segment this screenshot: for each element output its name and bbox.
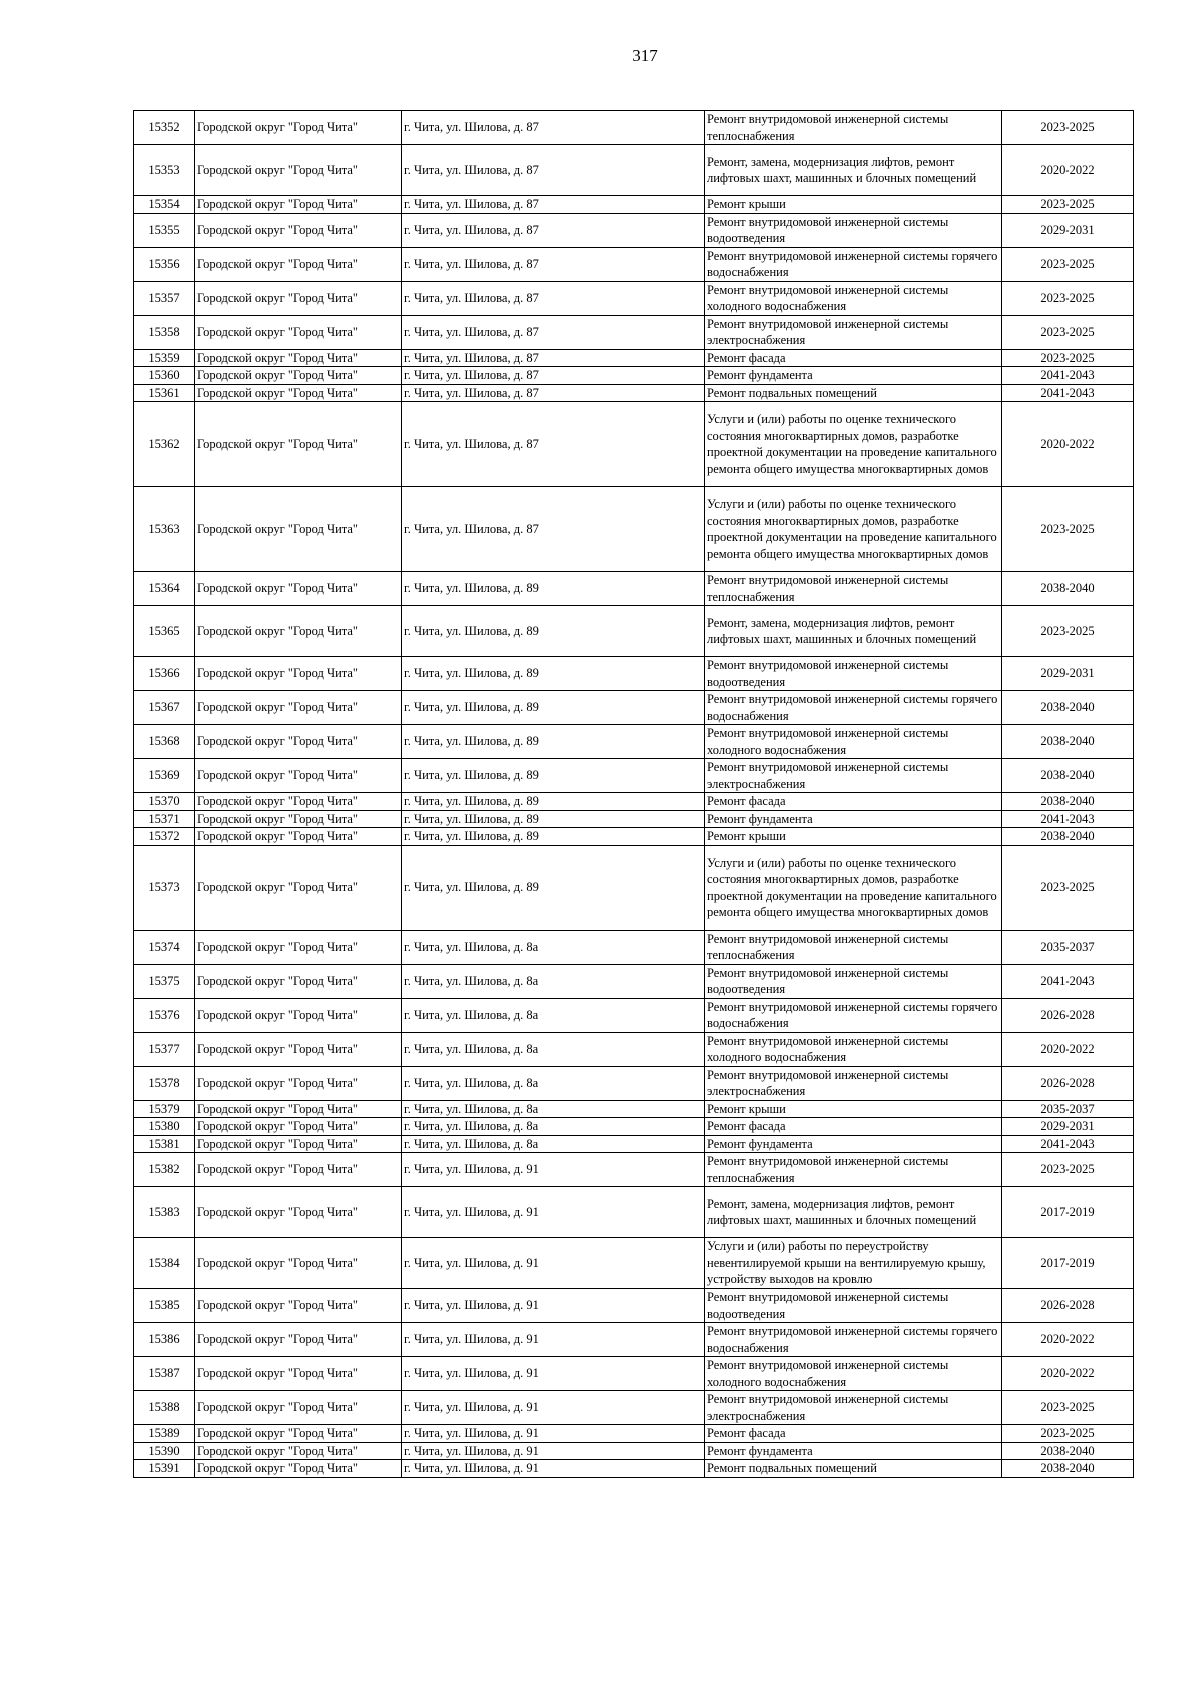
- municipality-cell: Городской округ "Город Чита": [195, 1289, 402, 1323]
- period-cell: 2017-2019: [1002, 1187, 1134, 1238]
- municipality-cell: Городской округ "Город Чита": [195, 196, 402, 214]
- municipality-cell: Городской округ "Город Чита": [195, 606, 402, 657]
- address-cell: г. Чита, ул. Шилова, д. 87: [402, 213, 705, 247]
- table-row: [134, 487, 1134, 572]
- work-type-cell: Ремонт внутридомовой инженерной системы водоотведения: [705, 213, 1002, 247]
- work-type-cell: Ремонт внутридомовой инженерной системы теплоснабжения: [705, 572, 1002, 606]
- address-cell: г. Чита, ул. Шилова, д. 8а: [402, 1135, 705, 1153]
- work-type-cell: Ремонт внутридомовой инженерной системы горячего водоснабжения: [705, 998, 1002, 1032]
- address-cell: г. Чита, ул. Шилова, д. 91: [402, 1425, 705, 1443]
- work-type-cell: Ремонт внутридомовой инженерной системы электроснабжения: [705, 1066, 1002, 1100]
- row-number: 15353: [134, 145, 195, 196]
- period-cell: 2026-2028: [1002, 1289, 1134, 1323]
- address-cell: г. Чита, ул. Шилова, д. 89: [402, 691, 705, 725]
- period-cell: 2029-2031: [1002, 1118, 1134, 1136]
- row-number: 15390: [134, 1442, 195, 1460]
- table-row: [134, 213, 1134, 247]
- period-cell: 2038-2040: [1002, 1442, 1134, 1460]
- municipality-cell: Городской округ "Город Чита": [195, 487, 402, 572]
- address-cell: г. Чита, ул. Шилова, д. 87: [402, 281, 705, 315]
- work-type-cell: Ремонт внутридомовой инженерной системы водоотведения: [705, 657, 1002, 691]
- table-row: [134, 1100, 1134, 1118]
- period-cell: 2038-2040: [1002, 725, 1134, 759]
- work-type-cell: Ремонт внутридомовой инженерной системы электроснабжения: [705, 1391, 1002, 1425]
- table-row: [134, 1187, 1134, 1238]
- work-type-cell: Ремонт фасада: [705, 349, 1002, 367]
- address-cell: г. Чита, ул. Шилова, д. 89: [402, 572, 705, 606]
- address-cell: г. Чита, ул. Шилова, д. 87: [402, 487, 705, 572]
- address-cell: г. Чита, ул. Шилова, д. 89: [402, 759, 705, 793]
- address-cell: г. Чита, ул. Шилова, д. 91: [402, 1357, 705, 1391]
- row-number: 15378: [134, 1066, 195, 1100]
- work-type-cell: Ремонт внутридомовой инженерной системы холодного водоснабжения: [705, 281, 1002, 315]
- table-row: [134, 1118, 1134, 1136]
- work-type-cell: Ремонт крыши: [705, 828, 1002, 846]
- municipality-cell: Городской округ "Город Чита": [195, 1187, 402, 1238]
- period-cell: 2023-2025: [1002, 247, 1134, 281]
- work-type-cell: Ремонт фундамента: [705, 367, 1002, 385]
- work-type-cell: Ремонт внутридомовой инженерной системы теплоснабжения: [705, 930, 1002, 964]
- table-row: [134, 845, 1134, 930]
- table-row: [134, 1066, 1134, 1100]
- period-cell: 2026-2028: [1002, 1066, 1134, 1100]
- address-cell: г. Чита, ул. Шилова, д. 89: [402, 657, 705, 691]
- period-cell: 2041-2043: [1002, 367, 1134, 385]
- address-cell: г. Чита, ул. Шилова, д. 8а: [402, 998, 705, 1032]
- row-number: 15369: [134, 759, 195, 793]
- row-number: 15370: [134, 793, 195, 811]
- address-cell: г. Чита, ул. Шилова, д. 8а: [402, 1100, 705, 1118]
- row-number: 15386: [134, 1323, 195, 1357]
- municipality-cell: Городской округ "Город Чита": [195, 1425, 402, 1443]
- work-type-cell: Ремонт внутридомовой инженерной системы холодного водоснабжения: [705, 725, 1002, 759]
- table-row: [134, 315, 1134, 349]
- address-cell: г. Чита, ул. Шилова, д. 91: [402, 1289, 705, 1323]
- address-cell: г. Чита, ул. Шилова, д. 89: [402, 828, 705, 846]
- table-row: [134, 930, 1134, 964]
- row-number: 15379: [134, 1100, 195, 1118]
- municipality-cell: Городской округ "Город Чита": [195, 793, 402, 811]
- period-cell: 2023-2025: [1002, 845, 1134, 930]
- row-number: 15358: [134, 315, 195, 349]
- table-row: [134, 1357, 1134, 1391]
- municipality-cell: Городской округ "Город Чита": [195, 1135, 402, 1153]
- row-number: 15376: [134, 998, 195, 1032]
- municipality-cell: Городской округ "Город Чита": [195, 810, 402, 828]
- address-cell: г. Чита, ул. Шилова, д. 89: [402, 793, 705, 811]
- period-cell: 2020-2022: [1002, 402, 1134, 487]
- work-type-cell: Ремонт фасада: [705, 793, 1002, 811]
- municipality-cell: Городской округ "Город Чита": [195, 1153, 402, 1187]
- address-cell: г. Чита, ул. Шилова, д. 87: [402, 111, 705, 145]
- period-cell: 2038-2040: [1002, 1460, 1134, 1478]
- work-type-cell: Услуги и (или) работы по оценке технического состояния многоквартирных домов, разработке проектной документации на проведение капитального ремонта общего имущества многоквартирных домов: [705, 487, 1002, 572]
- row-number: 15357: [134, 281, 195, 315]
- period-cell: 2038-2040: [1002, 572, 1134, 606]
- row-number: 15380: [134, 1118, 195, 1136]
- address-cell: г. Чита, ул. Шилова, д. 87: [402, 145, 705, 196]
- work-type-cell: Услуги и (или) работы по оценке технического состояния многоквартирных домов, разработке проектной документации на проведение капитального ремонта общего имущества многоквартирных домов: [705, 402, 1002, 487]
- address-cell: г. Чита, ул. Шилова, д. 87: [402, 402, 705, 487]
- row-number: 15372: [134, 828, 195, 846]
- municipality-cell: Городской округ "Город Чита": [195, 759, 402, 793]
- work-type-cell: Ремонт крыши: [705, 1100, 1002, 1118]
- period-cell: 2023-2025: [1002, 1391, 1134, 1425]
- table-row: [134, 1153, 1134, 1187]
- table-row: [134, 367, 1134, 385]
- table-row: [134, 1460, 1134, 1478]
- work-type-cell: Услуги и (или) работы по оценке технического состояния многоквартирных домов, разработке проектной документации на проведение капитального ремонта общего имущества многоквартирных домов: [705, 845, 1002, 930]
- period-cell: 2023-2025: [1002, 606, 1134, 657]
- period-cell: 2020-2022: [1002, 1323, 1134, 1357]
- row-number: 15388: [134, 1391, 195, 1425]
- table-body: [134, 111, 1134, 1478]
- period-cell: 2026-2028: [1002, 998, 1134, 1032]
- work-type-cell: Ремонт подвальных помещений: [705, 1460, 1002, 1478]
- address-cell: г. Чита, ул. Шилова, д. 91: [402, 1187, 705, 1238]
- row-number: 15381: [134, 1135, 195, 1153]
- address-cell: г. Чита, ул. Шилова, д. 91: [402, 1238, 705, 1289]
- period-cell: 2023-2025: [1002, 315, 1134, 349]
- table-row: [134, 810, 1134, 828]
- address-cell: г. Чита, ул. Шилова, д. 87: [402, 384, 705, 402]
- table-row: [134, 1238, 1134, 1289]
- work-type-cell: Ремонт внутридомовой инженерной системы водоотведения: [705, 1289, 1002, 1323]
- period-cell: 2023-2025: [1002, 349, 1134, 367]
- period-cell: 2038-2040: [1002, 691, 1134, 725]
- row-number: 15359: [134, 349, 195, 367]
- row-number: 15383: [134, 1187, 195, 1238]
- period-cell: 2041-2043: [1002, 964, 1134, 998]
- period-cell: 2023-2025: [1002, 111, 1134, 145]
- period-cell: 2020-2022: [1002, 1032, 1134, 1066]
- municipality-cell: Городской округ "Город Чита": [195, 828, 402, 846]
- row-number: 15387: [134, 1357, 195, 1391]
- row-number: 15377: [134, 1032, 195, 1066]
- work-type-cell: Ремонт внутридомовой инженерной системы теплоснабжения: [705, 1153, 1002, 1187]
- municipality-cell: Городской округ "Город Чита": [195, 315, 402, 349]
- work-type-cell: Ремонт фундамента: [705, 810, 1002, 828]
- row-number: 15375: [134, 964, 195, 998]
- municipality-cell: Городской округ "Город Чита": [195, 402, 402, 487]
- work-type-cell: Ремонт внутридомовой инженерной системы электроснабжения: [705, 315, 1002, 349]
- table-row: [134, 402, 1134, 487]
- period-cell: 2020-2022: [1002, 1357, 1134, 1391]
- work-type-cell: Услуги и (или) работы по переустройству невентилируемой крыши на вентилируемую крышу, устройству выходов на кровлю: [705, 1238, 1002, 1289]
- work-type-cell: Ремонт, замена, модернизация лифтов, ремонт лифтовых шахт, машинных и блочных помещений: [705, 606, 1002, 657]
- page-number: 317: [632, 46, 658, 65]
- address-cell: г. Чита, ул. Шилова, д. 89: [402, 810, 705, 828]
- table-row: [134, 964, 1134, 998]
- municipality-cell: Городской округ "Город Чита": [195, 1100, 402, 1118]
- row-number: 15366: [134, 657, 195, 691]
- capital-repair-table: [133, 110, 1134, 1478]
- row-number: 15384: [134, 1238, 195, 1289]
- work-type-cell: Ремонт, замена, модернизация лифтов, ремонт лифтовых шахт, машинных и блочных помещений: [705, 145, 1002, 196]
- municipality-cell: Городской округ "Город Чита": [195, 964, 402, 998]
- row-number: 15385: [134, 1289, 195, 1323]
- work-type-cell: Ремонт внутридомовой инженерной системы холодного водоснабжения: [705, 1032, 1002, 1066]
- table-row: [134, 1135, 1134, 1153]
- row-number: 15374: [134, 930, 195, 964]
- address-cell: г. Чита, ул. Шилова, д. 91: [402, 1442, 705, 1460]
- address-cell: г. Чита, ул. Шилова, д. 89: [402, 606, 705, 657]
- table-row: [134, 793, 1134, 811]
- address-cell: г. Чита, ул. Шилова, д. 8а: [402, 1032, 705, 1066]
- work-type-cell: Ремонт внутридомовой инженерной системы водоотведения: [705, 964, 1002, 998]
- period-cell: 2023-2025: [1002, 281, 1134, 315]
- municipality-cell: Городской округ "Город Чита": [195, 572, 402, 606]
- table-row: [134, 145, 1134, 196]
- period-cell: 2038-2040: [1002, 828, 1134, 846]
- address-cell: г. Чита, ул. Шилова, д. 87: [402, 349, 705, 367]
- address-cell: г. Чита, ул. Шилова, д. 91: [402, 1460, 705, 1478]
- work-type-cell: Ремонт подвальных помещений: [705, 384, 1002, 402]
- period-cell: 2023-2025: [1002, 196, 1134, 214]
- row-number: 15365: [134, 606, 195, 657]
- table-row: [134, 725, 1134, 759]
- table-row: [134, 759, 1134, 793]
- municipality-cell: Городской округ "Город Чита": [195, 1323, 402, 1357]
- row-number: 15362: [134, 402, 195, 487]
- address-cell: г. Чита, ул. Шилова, д. 91: [402, 1323, 705, 1357]
- municipality-cell: Городской округ "Город Чита": [195, 1460, 402, 1478]
- municipality-cell: Городской округ "Город Чита": [195, 657, 402, 691]
- work-type-cell: Ремонт внутридомовой инженерной системы холодного водоснабжения: [705, 1357, 1002, 1391]
- table-row: [134, 1391, 1134, 1425]
- municipality-cell: Городской округ "Город Чита": [195, 1357, 402, 1391]
- table-row: [134, 1323, 1134, 1357]
- table-row: [134, 691, 1134, 725]
- work-type-cell: Ремонт фундамента: [705, 1135, 1002, 1153]
- row-number: 15363: [134, 487, 195, 572]
- municipality-cell: Городской округ "Город Чита": [195, 998, 402, 1032]
- work-type-cell: Ремонт фасада: [705, 1425, 1002, 1443]
- row-number: 15356: [134, 247, 195, 281]
- period-cell: 2020-2022: [1002, 145, 1134, 196]
- row-number: 15367: [134, 691, 195, 725]
- municipality-cell: Городской округ "Город Чита": [195, 725, 402, 759]
- address-cell: г. Чита, ул. Шилова, д. 89: [402, 725, 705, 759]
- row-number: 15360: [134, 367, 195, 385]
- table-row: [134, 1442, 1134, 1460]
- address-cell: г. Чита, ул. Шилова, д. 91: [402, 1153, 705, 1187]
- table-row: [134, 111, 1134, 145]
- period-cell: 2023-2025: [1002, 1425, 1134, 1443]
- work-type-cell: Ремонт крыши: [705, 196, 1002, 214]
- municipality-cell: Городской округ "Город Чита": [195, 1118, 402, 1136]
- row-number: 15382: [134, 1153, 195, 1187]
- row-number: 15389: [134, 1425, 195, 1443]
- work-type-cell: Ремонт внутридомовой инженерной системы горячего водоснабжения: [705, 691, 1002, 725]
- table-row: [134, 349, 1134, 367]
- municipality-cell: Городской округ "Город Чита": [195, 1391, 402, 1425]
- work-type-cell: Ремонт, замена, модернизация лифтов, ремонт лифтовых шахт, машинных и блочных помещений: [705, 1187, 1002, 1238]
- address-cell: г. Чита, ул. Шилова, д. 87: [402, 367, 705, 385]
- municipality-cell: Городской округ "Город Чита": [195, 349, 402, 367]
- municipality-cell: Городской округ "Город Чита": [195, 145, 402, 196]
- table-row: [134, 1425, 1134, 1443]
- period-cell: 2017-2019: [1002, 1238, 1134, 1289]
- period-cell: 2038-2040: [1002, 759, 1134, 793]
- row-number: 15364: [134, 572, 195, 606]
- table-row: [134, 281, 1134, 315]
- period-cell: 2023-2025: [1002, 1153, 1134, 1187]
- work-type-cell: Ремонт внутридомовой инженерной системы теплоснабжения: [705, 111, 1002, 145]
- municipality-cell: Городской округ "Город Чита": [195, 930, 402, 964]
- table-row: [134, 606, 1134, 657]
- table-row: [134, 247, 1134, 281]
- table-row: [134, 998, 1134, 1032]
- address-cell: г. Чита, ул. Шилова, д. 8а: [402, 964, 705, 998]
- table-row: [134, 196, 1134, 214]
- address-cell: г. Чита, ул. Шилова, д. 91: [402, 1391, 705, 1425]
- work-type-cell: Ремонт фасада: [705, 1118, 1002, 1136]
- row-number: 15354: [134, 196, 195, 214]
- period-cell: 2035-2037: [1002, 930, 1134, 964]
- table-row: [134, 1289, 1134, 1323]
- municipality-cell: Городской округ "Город Чита": [195, 1238, 402, 1289]
- work-type-cell: Ремонт внутридомовой инженерной системы горячего водоснабжения: [705, 1323, 1002, 1357]
- municipality-cell: Городской округ "Город Чита": [195, 367, 402, 385]
- municipality-cell: Городской округ "Город Чита": [195, 1066, 402, 1100]
- address-cell: г. Чита, ул. Шилова, д. 87: [402, 247, 705, 281]
- address-cell: г. Чита, ул. Шилова, д. 8а: [402, 1066, 705, 1100]
- row-number: 15391: [134, 1460, 195, 1478]
- address-cell: г. Чита, ул. Шилова, д. 87: [402, 196, 705, 214]
- municipality-cell: Городской округ "Город Чита": [195, 1442, 402, 1460]
- period-cell: 2041-2043: [1002, 810, 1134, 828]
- work-type-cell: Ремонт внутридомовой инженерной системы горячего водоснабжения: [705, 247, 1002, 281]
- work-type-cell: Ремонт внутридомовой инженерной системы электроснабжения: [705, 759, 1002, 793]
- row-number: 15371: [134, 810, 195, 828]
- municipality-cell: Городской округ "Город Чита": [195, 845, 402, 930]
- period-cell: 2041-2043: [1002, 1135, 1134, 1153]
- municipality-cell: Городской округ "Город Чита": [195, 691, 402, 725]
- address-cell: г. Чита, ул. Шилова, д. 8а: [402, 1118, 705, 1136]
- table-row: [134, 1032, 1134, 1066]
- municipality-cell: Городской округ "Город Чита": [195, 1032, 402, 1066]
- period-cell: 2041-2043: [1002, 384, 1134, 402]
- address-cell: г. Чита, ул. Шилова, д. 87: [402, 315, 705, 349]
- row-number: 15352: [134, 111, 195, 145]
- period-cell: 2023-2025: [1002, 487, 1134, 572]
- row-number: 15368: [134, 725, 195, 759]
- address-cell: г. Чита, ул. Шилова, д. 8а: [402, 930, 705, 964]
- municipality-cell: Городской округ "Город Чита": [195, 281, 402, 315]
- municipality-cell: Городской округ "Город Чита": [195, 247, 402, 281]
- address-cell: г. Чита, ул. Шилова, д. 89: [402, 845, 705, 930]
- period-cell: 2035-2037: [1002, 1100, 1134, 1118]
- municipality-cell: Городской округ "Город Чита": [195, 213, 402, 247]
- row-number: 15361: [134, 384, 195, 402]
- work-type-cell: Ремонт фундамента: [705, 1442, 1002, 1460]
- table-row: [134, 828, 1134, 846]
- period-cell: 2029-2031: [1002, 657, 1134, 691]
- row-number: 15373: [134, 845, 195, 930]
- table-row: [134, 384, 1134, 402]
- row-number: 15355: [134, 213, 195, 247]
- municipality-cell: Городской округ "Город Чита": [195, 384, 402, 402]
- table-row: [134, 657, 1134, 691]
- municipality-cell: Городской округ "Город Чита": [195, 111, 402, 145]
- period-cell: 2038-2040: [1002, 793, 1134, 811]
- table-row: [134, 572, 1134, 606]
- period-cell: 2029-2031: [1002, 213, 1134, 247]
